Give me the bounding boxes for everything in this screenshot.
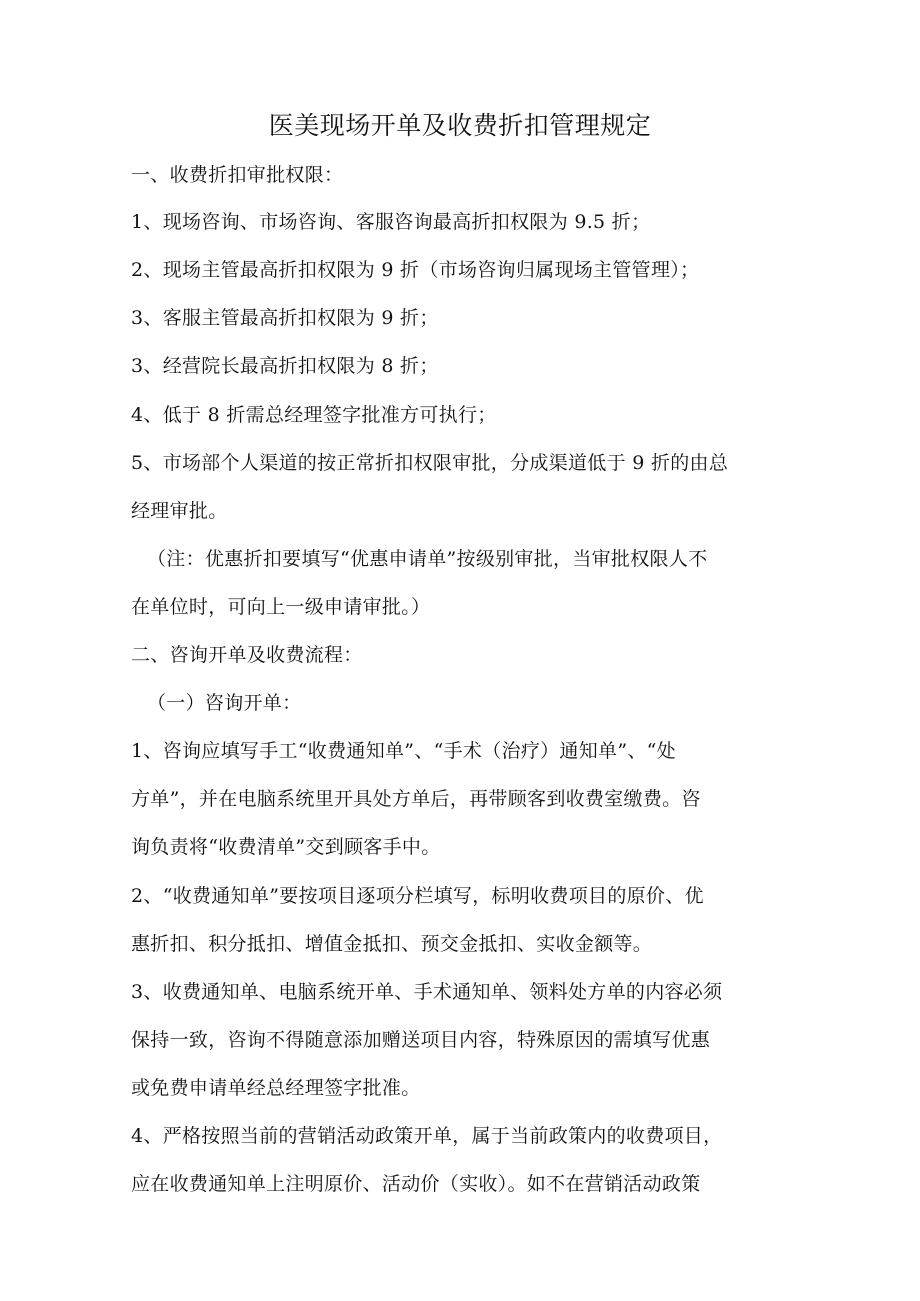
paragraph-line: 4、低于 8 折需总经理签字批准方可执行； (131, 404, 497, 426)
document-title: 医美现场开单及收费折扣管理规定 (268, 111, 652, 140)
paragraph-line: 惠折扣、积分抵扣、增值金抵扣、预交金抵扣、实收金额等。 (131, 933, 653, 955)
paragraph-line: 或免费申请单经总经理签字批准。 (131, 1077, 421, 1099)
paragraph-line: 3、收费通知单、电脑系统开单、手术通知单、领料处方单的内容必须 (131, 981, 723, 1003)
paragraph-line: 2、“收费通知单”要按项目逐项分栏填写，标明收费项目的原价、优 (131, 885, 704, 907)
paragraph-line: 4、严格按照当前的营销活动政策开单，属于当前政策内的收费项目， (131, 1125, 723, 1147)
paragraph-line: 方单”，并在电脑系统里开具处方单后，再带顾客到收费室缴费。咨 (131, 788, 701, 810)
paragraph-line: 保持一致，咨询不得随意添加赠送项目内容，特殊原因的需填写优惠 (131, 1029, 711, 1051)
paragraph-line: 2、现场主管最高折扣权限为 9 折（市场咨询归属现场主管管理）； (131, 259, 700, 281)
section-heading: 二、咨询开单及收费流程： (131, 644, 363, 666)
paragraph-line: 应在收费通知单上注明原价、活动价（实收）。如不在营销活动政策 (131, 1173, 701, 1195)
paragraph-line: 5、市场部个人渠道的按正常折扣权限审批，分成渠道低于 9 折的由总 (131, 452, 729, 474)
paragraph-line: 1、现场咨询、市场咨询、客服咨询最高折扣权限为 9.5 折； (131, 211, 651, 233)
note-line: （注：优惠折扣要填写“优惠申请单”按级别审批，当审批权限人不 (147, 548, 708, 570)
paragraph-line: 经理审批。 (131, 500, 228, 522)
paragraph-line: 询负责将“收费清单”交到顾客手中。 (131, 836, 441, 858)
section-heading: 一、收费折扣审批权限： (131, 164, 344, 186)
paragraph-line: 3、客服主管最高折扣权限为 9 折； (131, 307, 439, 329)
note-line: 在单位时，可向上一级申请审批。） (131, 596, 431, 618)
paragraph-line: 1、咨询应填写手工“收费通知单”、“手术（治疗）通知单”、“处 (131, 740, 676, 762)
subsection-heading: （一）咨询开单： (147, 692, 302, 714)
paragraph-line: 3、经营院长最高折扣权限为 8 折； (131, 355, 439, 377)
